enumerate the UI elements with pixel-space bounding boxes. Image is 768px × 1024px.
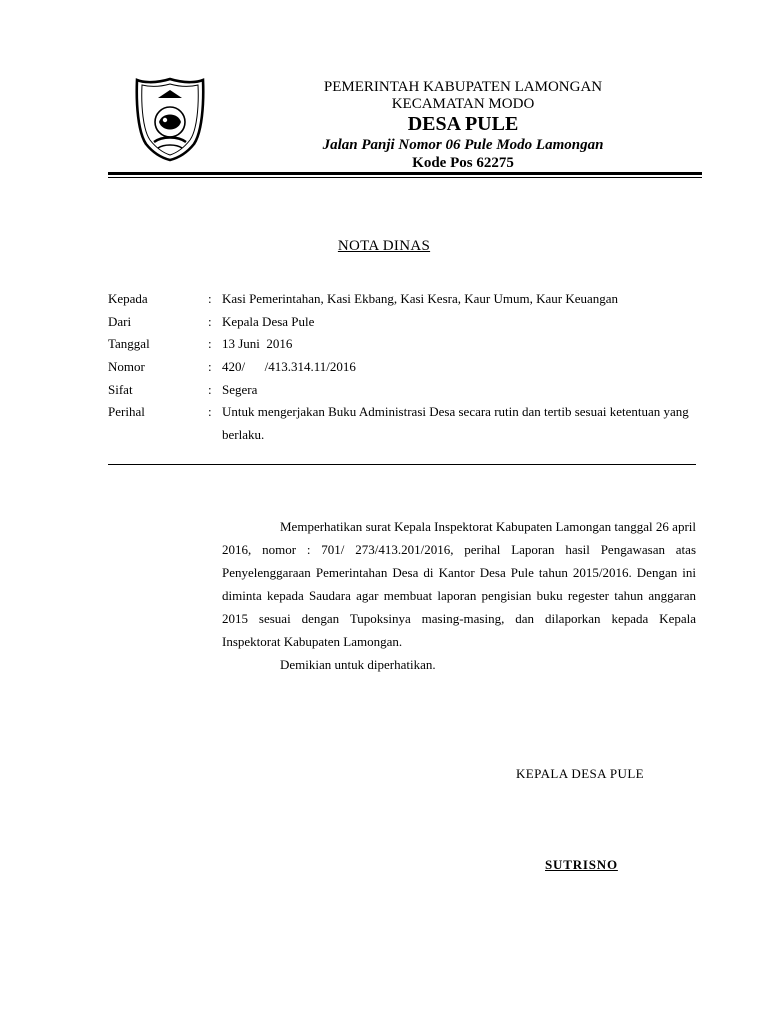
body-paragraph: Memperhatikan surat Kepala Inspektorat Kabupaten Lamongan tanggal 26 april 2016, nomor : 701/ 273/413.201/2016, perihal Laporan hasil Pengawasan atas Penyelenggaraan Pemerintahan Desa di Kantor Desa Pule tahun 2015/2016. Dengan ini diminta kepada Saudara agar membuat laporan pengisian buku regester tahun anggaran 2015 sesuai dengan Tupoksinya masing-masing, dan dilaporkan kepada Kepala Inspektorat Kabupaten Lamongan.	[222, 519, 696, 649]
meta-value-nomor: 420/ /413.314.11/2016	[222, 359, 356, 375]
meta-row-kepada	[108, 290, 708, 313]
header-government: PEMERINTAH KABUPATEN LAMONGAN	[323, 79, 603, 95]
header-postal-code: Kode Pos 62275	[412, 155, 514, 171]
header-district: KECAMATAN MODO	[391, 96, 535, 112]
memo-body	[222, 515, 696, 676]
meta-value-perihal: Untuk mengerjakan Buku Administrasi Desa secara rutin dan tertib sesuai ketentuan yang berlaku.	[222, 404, 689, 443]
meta-colon: :	[208, 404, 212, 420]
document-title: NOTA DINAS	[337, 238, 431, 254]
signatory-name: SUTRISNO	[545, 857, 618, 872]
meta-value-dari: Kepala Desa Pule	[222, 313, 315, 329]
meta-colon: :	[208, 381, 212, 397]
meta-label: Tanggal	[108, 336, 150, 352]
meta-colon: :	[208, 359, 212, 375]
meta-colon: :	[208, 313, 212, 329]
meta-label: Sifat	[108, 381, 133, 397]
meta-row-dari	[108, 313, 708, 336]
meta-colon: :	[208, 336, 212, 352]
meta-value-kepada: Kasi Pemerintahan, Kasi Ekbang, Kasi Kesra, Kaur Umum, Kaur Keuangan	[222, 291, 619, 306]
signatory-title: KEPALA DESA PULE	[516, 766, 644, 781]
header-divider-thick	[108, 172, 702, 175]
meta-row-nomor	[108, 358, 708, 381]
header-address: Jalan Panji Nomor 06 Pule Modo Lamongan	[322, 137, 604, 153]
lamongan-regency-emblem-icon	[134, 76, 206, 162]
meta-label: Kepada	[108, 291, 148, 306]
meta-colon: :	[208, 291, 212, 306]
meta-value-tanggal: 13 Juni 2016	[222, 336, 293, 352]
meta-row-tanggal	[108, 335, 708, 358]
meta-label: Nomor	[108, 359, 145, 375]
details-divider	[108, 464, 696, 465]
meta-row-perihal	[108, 403, 708, 449]
header-village: DESA PULE	[407, 113, 519, 135]
meta-label: Perihal	[108, 404, 145, 420]
closing-sentence: Demikian untuk diperhatikan.	[280, 657, 436, 672]
meta-label: Dari	[108, 313, 132, 329]
header-divider-thin	[108, 177, 702, 178]
memo-details	[108, 290, 708, 449]
meta-value-sifat: Segera	[222, 381, 258, 397]
